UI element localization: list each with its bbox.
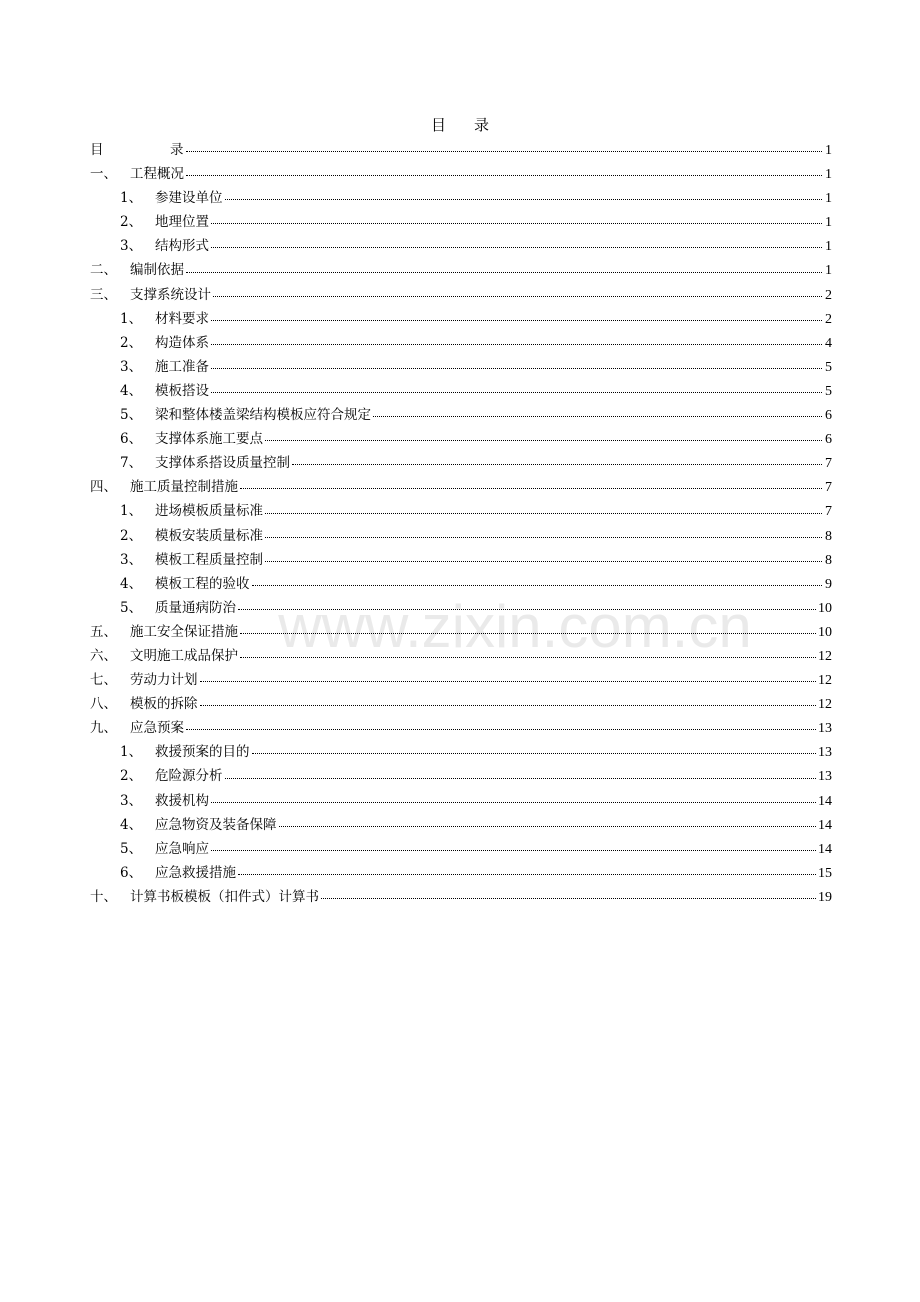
dot-leader [211, 222, 822, 224]
dot-leader [211, 391, 822, 393]
toc-entry-page: 4 [825, 335, 832, 351]
toc-entry-number: 四、 [90, 479, 117, 496]
dot-leader [240, 656, 816, 658]
dot-leader [279, 825, 817, 827]
dot-leader [265, 512, 822, 514]
dot-leader [240, 632, 816, 634]
dot-leader [252, 584, 823, 586]
toc-entry-label: 应急预案 [130, 720, 184, 737]
dot-leader [186, 728, 816, 730]
toc-entry-page: 10 [818, 624, 832, 640]
dot-leader [186, 271, 822, 273]
toc-entry-page: 6 [825, 432, 832, 448]
toc-entry-number: 五、 [90, 623, 117, 640]
toc-entry-label: 录 [170, 142, 184, 158]
toc-entry[interactable] [90, 740, 832, 764]
toc-entry[interactable] [90, 789, 832, 813]
toc-entry-number: 1、 [120, 503, 143, 520]
toc-entry-page: 5 [825, 383, 832, 399]
dot-leader [200, 680, 817, 682]
dot-leader [321, 897, 816, 899]
toc-entry-number: 七、 [90, 672, 117, 689]
toc-entry-page: 7 [825, 504, 832, 520]
toc-entry-number: 1、 [120, 310, 143, 327]
toc-entry-label: 梁和整体楼盖梁结构模板应符合规定 [155, 407, 371, 424]
toc-entry[interactable] [90, 331, 832, 355]
toc-entry-page: 7 [825, 456, 832, 472]
toc-entry[interactable] [90, 307, 832, 331]
dot-leader [213, 295, 822, 297]
toc-entry-label: 支撑体系施工要点 [155, 431, 263, 448]
toc-entry[interactable] [90, 258, 832, 282]
toc-entry-page: 1 [825, 215, 832, 231]
toc-entry-page: 12 [818, 697, 832, 713]
dot-leader [240, 487, 822, 489]
toc-entry-number: 4、 [120, 575, 143, 592]
toc-entry-label: 模板工程质量控制 [155, 551, 263, 568]
toc-entry-label: 施工质量控制措施 [130, 479, 238, 496]
toc-entry-page: 13 [818, 769, 832, 785]
toc-entry-number: 7、 [120, 455, 143, 472]
toc-title-left: 目 [430, 116, 446, 134]
dot-leader [211, 246, 822, 248]
toc-entry-label: 模板安装质量标准 [155, 527, 263, 544]
toc-entry-label: 结构形式 [155, 238, 209, 255]
toc-entry-page: 13 [818, 745, 832, 761]
toc-entry-page: 1 [825, 167, 832, 183]
toc-entry-label: 施工安全保证措施 [130, 623, 238, 640]
toc-entry[interactable] [90, 572, 832, 596]
dot-leader [186, 174, 822, 176]
toc-entry-label: 进场模板质量标准 [155, 503, 263, 520]
toc-entry-number: 六、 [90, 647, 117, 664]
toc-entry-page: 15 [818, 865, 832, 881]
toc-entry-label: 救援预案的目的 [155, 744, 250, 761]
toc-entry-number: 2、 [120, 334, 143, 351]
toc-entry-label: 应急响应 [155, 840, 209, 857]
toc-entry-number: 5、 [120, 599, 143, 616]
toc-entry-page: 14 [818, 817, 832, 833]
toc-entry-label: 计算书板模板（扣件式）计算书 [130, 888, 319, 905]
toc-entry[interactable] [90, 620, 832, 644]
dot-leader [265, 536, 822, 538]
dot-leader [225, 198, 823, 200]
toc-entry-page: 1 [825, 263, 832, 279]
toc-entry[interactable] [90, 403, 832, 427]
toc-entry-label: 应急物资及装备保障 [155, 816, 277, 833]
toc-entry-number: 3、 [120, 238, 143, 255]
toc-entry-number: 2、 [120, 214, 143, 231]
toc-entry-label: 施工准备 [155, 358, 209, 375]
toc-entry-page: 19 [818, 889, 832, 905]
toc-entry-number: 6、 [120, 431, 143, 448]
toc-entry-page: 1 [825, 191, 832, 207]
dot-leader [186, 150, 823, 152]
toc-entry[interactable] [90, 524, 832, 548]
toc-entry-label: 文明施工成品保护 [130, 647, 238, 664]
toc-entry[interactable] [90, 186, 832, 210]
toc-entry-number: 八、 [90, 696, 117, 713]
toc-entry-page: 12 [818, 673, 832, 689]
toc-entry[interactable] [90, 668, 832, 692]
toc-entry-label: 救援机构 [155, 792, 209, 809]
toc-entry-number: 一、 [90, 166, 117, 183]
toc-entry[interactable] [90, 692, 832, 716]
toc-entry-label: 应急救援措施 [155, 864, 236, 881]
toc-entry[interactable] [90, 837, 832, 861]
toc-entry[interactable] [90, 885, 832, 909]
toc-entry-label: 模板搭设 [155, 382, 209, 399]
toc-entry-label: 质量通病防治 [155, 599, 236, 616]
toc-entry[interactable] [90, 234, 832, 258]
dot-leader [238, 608, 816, 610]
toc-entry[interactable] [90, 861, 832, 885]
toc-entry[interactable] [90, 475, 832, 499]
toc-entry-number: 2、 [120, 527, 143, 544]
toc-entry[interactable] [90, 162, 832, 186]
toc-entry[interactable] [90, 716, 832, 740]
dot-leader [211, 801, 816, 803]
toc-entry-number: 3、 [120, 792, 143, 809]
toc-entry-label: 模板工程的验收 [155, 575, 250, 592]
dot-leader [211, 343, 822, 345]
toc-entry-label: 构造体系 [155, 334, 209, 351]
toc-entry-page: 1 [825, 143, 832, 158]
toc-entry[interactable] [90, 355, 832, 379]
toc-entry-number: 3、 [120, 358, 143, 375]
toc-entry-number: 三、 [90, 286, 117, 303]
toc-entry-number: 2、 [120, 768, 143, 785]
toc-entry-page: 6 [825, 408, 832, 424]
toc-entry-page: 1 [825, 239, 832, 255]
toc-entry-number: 二、 [90, 262, 117, 279]
toc-entry-number: 5、 [120, 407, 143, 424]
toc-entry-label: 编制依据 [130, 262, 184, 279]
toc-entry-page: 10 [818, 600, 832, 616]
toc-entry-page: 14 [818, 793, 832, 809]
dot-leader [265, 439, 822, 441]
toc-entry-number: 十、 [90, 888, 117, 905]
dot-leader [225, 777, 817, 779]
dot-leader [211, 367, 822, 369]
toc-entry[interactable] [90, 596, 832, 620]
toc-entry[interactable] [90, 644, 832, 668]
toc-entry-page: 2 [825, 311, 832, 327]
toc-entry[interactable] [90, 764, 832, 788]
toc-entry-page: 8 [825, 528, 832, 544]
table-of-contents [90, 138, 832, 909]
toc-entry-number: 3、 [120, 551, 143, 568]
toc-entry[interactable] [90, 210, 832, 234]
dot-leader [373, 415, 822, 417]
toc-entry-number: 1、 [120, 190, 143, 207]
dot-leader [238, 873, 816, 875]
toc-entry[interactable] [90, 138, 832, 162]
toc-entry[interactable] [90, 451, 832, 475]
toc-entry-page: 13 [818, 721, 832, 737]
dot-leader [211, 849, 816, 851]
watermark: www.zixin.com.cn [278, 593, 752, 660]
toc-entry[interactable] [90, 427, 832, 451]
toc-entry-label: 材料要求 [155, 310, 209, 327]
toc-entry-page: 14 [818, 841, 832, 857]
toc-entry[interactable] [90, 813, 832, 837]
toc-entry-number: 6、 [120, 864, 143, 881]
toc-entry-label: 支撑系统设计 [130, 286, 211, 303]
toc-entry-page: 2 [825, 287, 832, 303]
toc-entry-page: 12 [818, 648, 832, 664]
dot-leader [200, 704, 817, 706]
toc-entry[interactable] [90, 379, 832, 403]
toc-entry-number: 九、 [90, 720, 117, 737]
toc-entry-label: 劳动力计划 [130, 672, 198, 689]
dot-leader [211, 319, 822, 321]
toc-entry-number: 目 [90, 142, 104, 158]
toc-entry-label: 参建设单位 [155, 190, 223, 207]
toc-entry-page: 7 [825, 480, 832, 496]
toc-entry-page: 8 [825, 552, 832, 568]
toc-entry-label: 支撑体系搭设质量控制 [155, 455, 290, 472]
toc-entry-label: 地理位置 [155, 214, 209, 231]
toc-title [0, 114, 920, 135]
toc-entry-label: 模板的拆除 [130, 696, 198, 713]
dot-leader [252, 752, 817, 754]
toc-entry[interactable] [90, 499, 832, 523]
toc-entry-number: 4、 [120, 816, 143, 833]
toc-entry-page: 9 [825, 576, 832, 592]
toc-entry-number: 5、 [120, 840, 143, 857]
dot-leader [292, 463, 822, 465]
toc-entry-label: 危险源分析 [155, 768, 223, 785]
toc-entry-number: 1、 [120, 744, 143, 761]
toc-entry-number: 4、 [120, 382, 143, 399]
toc-entry-label: 工程概况 [130, 166, 184, 183]
dot-leader [265, 560, 822, 562]
toc-entry[interactable] [90, 283, 832, 307]
toc-entry[interactable] [90, 548, 832, 572]
toc-entry-page: 5 [825, 359, 832, 375]
toc-title-right: 录 [474, 116, 490, 134]
